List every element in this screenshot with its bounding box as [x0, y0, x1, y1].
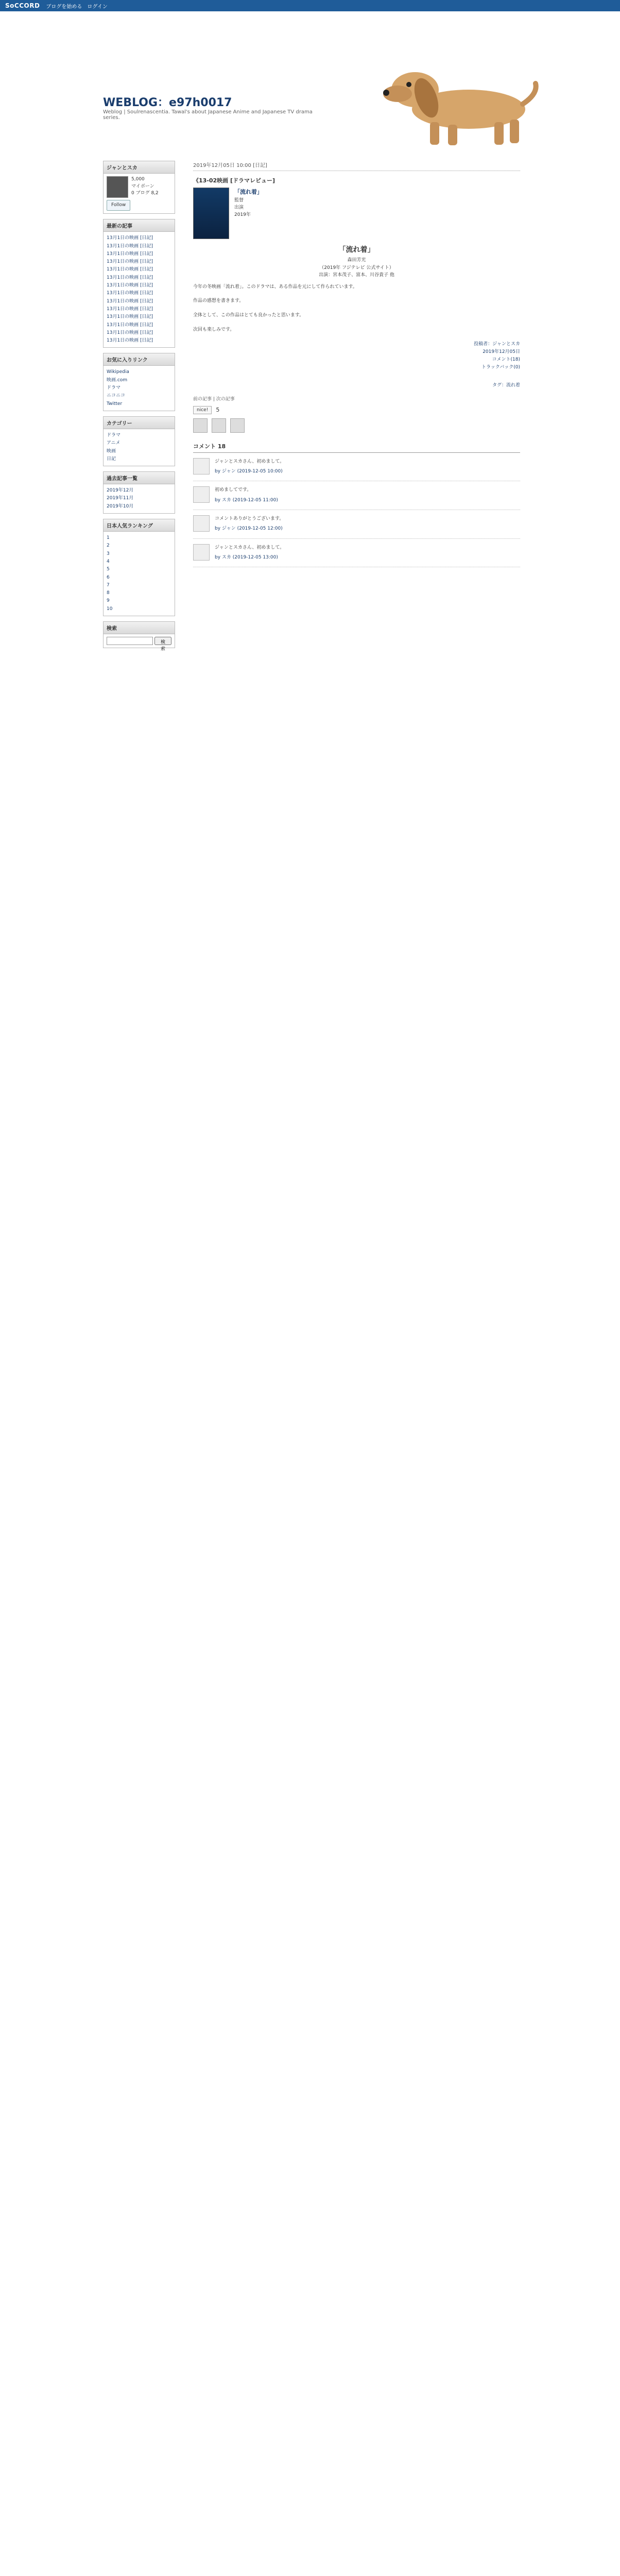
comment: [193, 539, 520, 568]
category-link[interactable]: 映画: [107, 448, 116, 454]
ranking-link[interactable]: 2: [107, 543, 110, 549]
movie-line: 2019年: [234, 212, 251, 218]
archive-link[interactable]: 2019年12月: [107, 488, 134, 494]
ranking-link[interactable]: 10: [107, 606, 113, 612]
comment-author[interactable]: by スカ (2019-12-05 13:00): [215, 554, 278, 560]
recent-posts-box: [103, 219, 175, 348]
comment: [193, 481, 520, 510]
sidebar: [103, 161, 175, 653]
dachshund-illustration: [371, 42, 541, 156]
recent-post-link[interactable]: 13月1日の映画 [日記]: [107, 267, 153, 273]
archive-list: [104, 484, 175, 513]
ranking-list: [104, 532, 175, 616]
signature-line[interactable]: 投稿者：ジャンとスカ: [474, 341, 520, 347]
signature-line: 2019年12月05日: [483, 349, 520, 354]
ranking-box: [103, 519, 175, 616]
ranking-link[interactable]: 9: [107, 598, 110, 604]
profile-heading: ジャンとスカ: [104, 161, 175, 174]
recent-post-link[interactable]: 13月1日の映画 [日記]: [107, 314, 153, 320]
avatar[interactable]: [193, 458, 210, 474]
recent-post-link[interactable]: 13月1日の映画 [日記]: [107, 298, 153, 304]
comments-list: [193, 453, 520, 567]
avatar[interactable]: [193, 544, 210, 561]
post-tags[interactable]: タグ：流れ着: [492, 382, 520, 388]
archive-link[interactable]: 2019年10月: [107, 503, 134, 509]
credits-line: （2019年 フジテレビ 公式サイト）: [319, 265, 394, 270]
article-paragraph: 全体として、この作品はとても良かったと思います。: [193, 313, 304, 318]
article-paragraph: 今年の冬映画「流れ着」。このドラマは、ある作品を元にして作られています。: [193, 284, 357, 290]
comment-author[interactable]: by スカ (2019-12-05 11:00): [215, 497, 278, 503]
comment: [193, 453, 520, 482]
favorite-link[interactable]: ニコニコ: [107, 393, 126, 399]
signature-line[interactable]: コメント(18): [492, 357, 520, 363]
recent-post-link[interactable]: 13月1日の映画 [日記]: [107, 259, 153, 265]
ranking-link[interactable]: 5: [107, 567, 110, 572]
favorite-link[interactable]: Wikipedia: [107, 369, 129, 375]
nice-count: 5: [216, 406, 220, 414]
archive-link[interactable]: 2019年11月: [107, 496, 134, 501]
comment-text: コメントありがとうございます。: [215, 516, 284, 521]
profile-line: マイボーン: [131, 183, 154, 189]
favorite-link[interactable]: Twitter: [107, 401, 123, 406]
profile-line: 0 ブログ 8,2: [131, 191, 159, 196]
nice-button[interactable]: nice!: [193, 406, 212, 414]
post-title[interactable]: 《13-02映画 [ドラマレビュー]: [193, 177, 275, 184]
credits-title: 「流れ着」: [338, 246, 375, 254]
avatar[interactable]: [107, 176, 128, 198]
recent-post-link[interactable]: 13月1日の映画 [日記]: [107, 291, 153, 296]
ranking-link[interactable]: 4: [107, 558, 110, 564]
links-list: [104, 366, 175, 410]
archive-box: [103, 471, 175, 514]
nice-avatars: [193, 418, 520, 433]
profile-line: 5,000: [131, 177, 145, 182]
ranking-heading: 日本人気ランキング: [104, 519, 175, 532]
favorite-link[interactable]: 映画.com: [107, 377, 128, 383]
site-brand[interactable]: SoCCORD: [5, 2, 40, 9]
ranking-link[interactable]: 8: [107, 590, 110, 596]
search-input[interactable]: [107, 637, 153, 645]
comments-heading: コメント 18: [193, 442, 520, 453]
category-link[interactable]: アニメ: [107, 440, 120, 446]
recent-post-link[interactable]: 13月1日の映画 [日記]: [107, 322, 153, 328]
category-link[interactable]: ドラマ: [107, 432, 121, 438]
movie-line: 出演: [234, 205, 244, 210]
ranking-link[interactable]: 6: [107, 574, 110, 580]
top-link-login[interactable]: ログイン: [87, 4, 108, 10]
links-heading: お気に入りリンク: [104, 353, 175, 366]
article-paragraph: 作品の感想を書きます。: [193, 298, 244, 304]
recent-post-link[interactable]: 13月1日の映画 [日記]: [107, 330, 153, 335]
recent-post-link[interactable]: 13月1日の映画 [日記]: [107, 338, 153, 344]
profile-box: [103, 161, 175, 214]
movie-info: [193, 188, 520, 239]
comment-author[interactable]: by ジャン (2019-12-05 12:00): [215, 526, 283, 532]
recent-heading: 最新の記事: [104, 219, 175, 232]
search-heading: 検索: [104, 622, 175, 634]
article-body: [193, 283, 520, 334]
search-button[interactable]: 検索: [154, 637, 171, 645]
blog-title[interactable]: WEBLOG：e97h0017: [103, 96, 232, 109]
recent-post-link[interactable]: 13月1日の映画 [日記]: [107, 306, 153, 312]
recent-post-link[interactable]: 13月1日の映画 [日記]: [107, 235, 153, 241]
avatar[interactable]: [230, 418, 245, 433]
recent-post-link[interactable]: 13月1日の映画 [日記]: [107, 251, 153, 257]
movie-title[interactable]: 「流れ着」: [234, 189, 263, 195]
top-bar: [0, 0, 620, 11]
comment-text: 初めましてです。: [215, 487, 252, 493]
main-content: [193, 161, 520, 567]
top-link-start[interactable]: ブログを始める: [46, 4, 82, 10]
movie-poster[interactable]: [193, 188, 229, 239]
categories-heading: カテゴリー: [104, 417, 175, 429]
recent-post-link[interactable]: 13月1日の映画 [日記]: [107, 243, 153, 249]
post-signature: [193, 341, 520, 372]
ranking-link[interactable]: 3: [107, 551, 110, 556]
ranking-link[interactable]: 7: [107, 582, 110, 588]
credits-line: 出演：宮本茂子、富本、川谷貴子 他: [319, 273, 394, 278]
ranking-link[interactable]: 1: [107, 535, 110, 541]
credits-block: [193, 244, 520, 279]
avatar[interactable]: [193, 418, 208, 433]
avatar[interactable]: [193, 486, 210, 503]
recent-post-link[interactable]: 13月1日の映画 [日記]: [107, 283, 153, 289]
article-paragraph: 次回も楽しみです。: [193, 327, 235, 332]
post-pager[interactable]: 前の記事 | 次の記事: [193, 396, 235, 402]
breadcrumb: 2019年12月05日 10:00 [日記]: [193, 161, 520, 171]
comment: [193, 510, 520, 539]
follow-button[interactable]: Follow: [107, 200, 130, 211]
blog-description: Weblog | Soulrenascentia. Tawal's about Japanese Anime and Japanese TV drama series.: [103, 109, 313, 121]
movie-line: 監督: [234, 197, 244, 203]
archive-heading: 過去記事一覧: [104, 472, 175, 484]
categories-list: [104, 429, 175, 466]
blog-header: [0, 11, 620, 161]
comment-text: ジャンとスカさん、初めまして。: [215, 545, 285, 550]
recent-list: [104, 232, 175, 347]
favorite-link[interactable]: ドラマ: [107, 385, 121, 391]
top-links: [46, 2, 108, 10]
nice-line: [193, 406, 520, 414]
comment-author[interactable]: by ジャン (2019-12-05 10:00): [215, 469, 283, 474]
categories-box: [103, 416, 175, 466]
category-link[interactable]: 日記: [107, 456, 116, 462]
links-box: [103, 353, 175, 411]
comment-text: ジャンとスカさん、初めまして。: [215, 459, 285, 464]
search-box: [103, 621, 175, 651]
avatar[interactable]: [212, 418, 226, 433]
recent-post-link[interactable]: 13月1日の映画 [日記]: [107, 275, 153, 280]
signature-line[interactable]: トラックバック(0): [481, 365, 520, 370]
avatar[interactable]: [193, 515, 210, 532]
credits-line: 森田芳光: [347, 258, 366, 263]
